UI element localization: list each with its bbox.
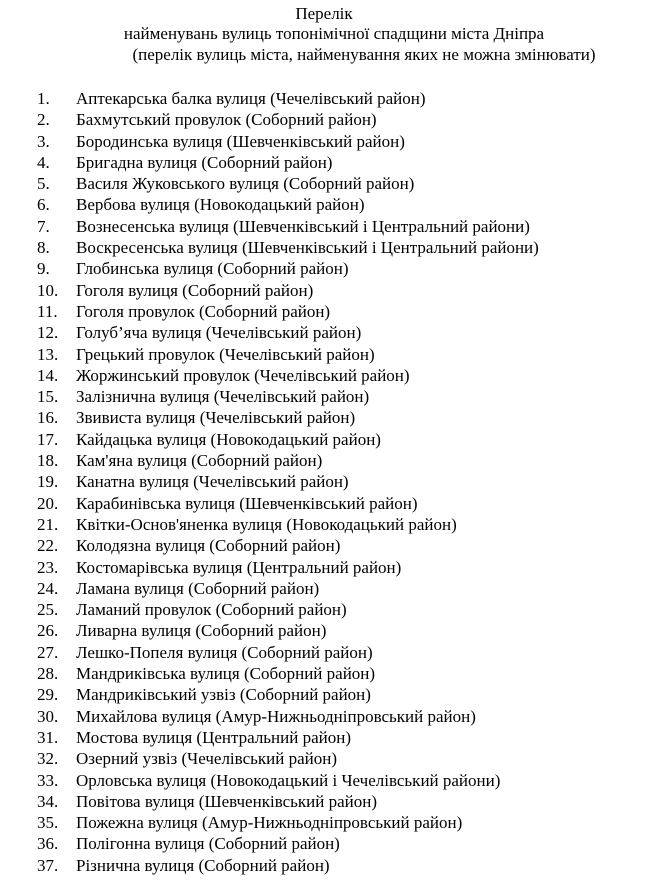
- list-item-number: 29.: [37, 685, 59, 705]
- list-item-number: 5.: [37, 174, 50, 194]
- document-subtitle: найменувань вулиць топонімічної спадщини міста Дніпра: [123, 24, 545, 43]
- list-item-text: Мостова вулиця (Центральний район): [76, 727, 352, 747]
- list-item-text: Грецький провулок (Чечелівський район): [76, 344, 375, 364]
- list-item: [0, 578, 648, 599]
- list-item-text: Орловська вулиця (Новокодацький і Чечелівський райони): [76, 770, 501, 790]
- list-item: [0, 642, 648, 663]
- list-item-number: 34.: [37, 791, 59, 811]
- list-item-number: 2.: [37, 110, 50, 130]
- list-item-text: Ливарна вулиця (Соборний район): [76, 621, 327, 641]
- list-item: [0, 365, 648, 386]
- list-item-text: Бахмутський провулок (Соборний район): [76, 110, 377, 130]
- list-item: [0, 280, 648, 301]
- list-item: [0, 322, 648, 343]
- list-item: [0, 770, 648, 791]
- list-item-text: Кайдацька вулиця (Новокодацький район): [76, 429, 381, 449]
- list-item: [0, 684, 648, 705]
- list-item-number: 11.: [37, 301, 58, 321]
- list-item: [0, 301, 648, 322]
- list-item: [0, 429, 648, 450]
- list-item-number: 37.: [37, 855, 59, 875]
- list-item-text: Аптекарська балка вулиця (Чечелівський район): [76, 89, 426, 108]
- list-item-text: Пожежна вулиця (Амур-Нижньодніпровський район): [76, 813, 463, 833]
- list-item-text: Карабинівська вулиця (Шевченківський район): [76, 493, 418, 513]
- list-item: [0, 258, 648, 279]
- list-item: [0, 407, 648, 428]
- list-item: [0, 791, 648, 812]
- list-item-text: Бригадна вулиця (Соборний район): [76, 152, 333, 172]
- list-item: [0, 748, 648, 769]
- list-item-number: 26.: [37, 621, 59, 641]
- list-item-text: Озерний узвіз (Чечелівський район): [76, 749, 337, 769]
- list-item-number: 25.: [37, 600, 59, 620]
- list-item-number: 30.: [37, 706, 59, 726]
- list-item: [0, 386, 648, 407]
- list-item-number: 10.: [37, 280, 59, 300]
- list-item-number: 19.: [37, 472, 59, 492]
- list-item: [0, 812, 648, 833]
- list-item-text: Кам'яна вулиця (Соборний район): [76, 451, 323, 471]
- list-item: [0, 173, 648, 194]
- list-item-number: 22.: [37, 536, 59, 556]
- list-item-number: 20.: [37, 493, 59, 513]
- document-title: Перелік: [295, 4, 353, 23]
- list-item-text: Канатна вулиця (Чечелівський район): [76, 472, 349, 492]
- list-item-number: 4.: [37, 152, 50, 172]
- list-item-number: 36.: [37, 834, 59, 854]
- list-item-text: Мандриківський узвіз (Соборний район): [76, 685, 371, 705]
- list-item-number: 21.: [37, 514, 59, 534]
- list-item: [0, 599, 648, 620]
- list-item: [0, 514, 648, 535]
- list-item-number: 7.: [37, 216, 50, 236]
- list-item-text: Гоголя провулок (Соборний район): [76, 301, 331, 321]
- list-item: [0, 620, 648, 641]
- list-item-number: 28.: [37, 664, 59, 684]
- list-item: [0, 535, 648, 556]
- list-item-text: Жоржинський провулок (Чечелівський район): [76, 365, 410, 385]
- list-item-number: 8.: [37, 238, 50, 258]
- list-item: [0, 727, 648, 748]
- list-item-text: Михайлова вулиця (Амур-Нижньодніпровський район): [76, 706, 476, 726]
- list-item: [0, 833, 648, 854]
- list-item-number: 1.: [37, 89, 50, 108]
- list-item: [0, 855, 648, 876]
- list-item-text: Василя Жуковського вулиця (Соборний район): [76, 174, 415, 194]
- list-item: [0, 471, 648, 492]
- list-item: [0, 131, 648, 152]
- list-item-number: 9.: [37, 259, 50, 279]
- list-item: [0, 237, 648, 258]
- list-item: [0, 216, 648, 237]
- list-item: [0, 557, 648, 578]
- list-item-text: Бородинська вулиця (Шевченківський район): [76, 131, 405, 151]
- list-item: [0, 88, 648, 109]
- list-item-text: Квітки-Основ'яненка вулиця (Новокодацький район): [76, 514, 457, 534]
- list-item-text: Ламана вулиця (Соборний район): [76, 578, 320, 598]
- list-item-number: 6.: [37, 195, 50, 215]
- list-item-number: 27.: [37, 642, 59, 662]
- list-item: [0, 493, 648, 514]
- document-note: (перелік вулиць міста, найменування яких не можна змінювати): [132, 45, 596, 64]
- list-item-text: Костомарівська вулиця (Центральний район): [76, 557, 402, 577]
- list-item-number: 35.: [37, 813, 59, 833]
- list-item-text: Колодязна вулиця (Соборний район): [76, 536, 341, 556]
- list-item-number: 18.: [37, 451, 59, 471]
- list-item-number: 24.: [37, 578, 59, 598]
- list-item-number: 17.: [37, 429, 59, 449]
- list-item-number: 14.: [37, 365, 59, 385]
- list-item-text: Залізнична вулиця (Чечелівський район): [76, 387, 370, 407]
- list-item-text: Гоголя вулиця (Соборний район): [76, 280, 314, 300]
- list-item-text: Мандриківська вулиця (Соборний район): [76, 664, 376, 684]
- list-item-text: Полігонна вулиця (Соборний район): [76, 834, 340, 854]
- list-item: [0, 450, 648, 471]
- list-item-number: 3.: [37, 131, 50, 151]
- list-item: [0, 663, 648, 684]
- list-item-number: 15.: [37, 387, 59, 407]
- list-item-text: Звивиста вулиця (Чечелівський район): [76, 408, 356, 428]
- list-item: [0, 152, 648, 173]
- list-item-number: 31.: [37, 727, 59, 747]
- list-item-text: Лешко-Попеля вулиця (Соборний район): [76, 642, 373, 662]
- list-item-number: 32.: [37, 749, 59, 769]
- list-item-number: 13.: [37, 344, 59, 364]
- list-item-number: 12.: [37, 323, 59, 343]
- list-item-text: Воскресенська вулиця (Шевченківський і Центральний райони): [76, 238, 539, 258]
- list-item-text: Різнична вулиця (Соборний район): [76, 855, 330, 875]
- list-item-text: Глобинська вулиця (Соборний район): [76, 259, 349, 279]
- list-item-number: 23.: [37, 557, 59, 577]
- list-item: [0, 344, 648, 365]
- list-item: [0, 109, 648, 130]
- list-item-text: Повітова вулиця (Шевченківський район): [76, 791, 378, 811]
- street-list: [0, 88, 648, 876]
- list-item: [0, 194, 648, 215]
- list-item-text: Вознесенська вулиця (Шевченківський і Центральний райони): [76, 216, 530, 236]
- list-item-text: Голуб’яча вулиця (Чечелівський район): [76, 323, 362, 343]
- list-item: [0, 706, 648, 727]
- list-item-text: Ламаний провулок (Соборний район): [76, 600, 347, 620]
- list-item-number: 16.: [37, 408, 59, 428]
- list-item-text: Вербова вулиця (Новокодацький район): [76, 195, 365, 215]
- list-item-number: 33.: [37, 770, 59, 790]
